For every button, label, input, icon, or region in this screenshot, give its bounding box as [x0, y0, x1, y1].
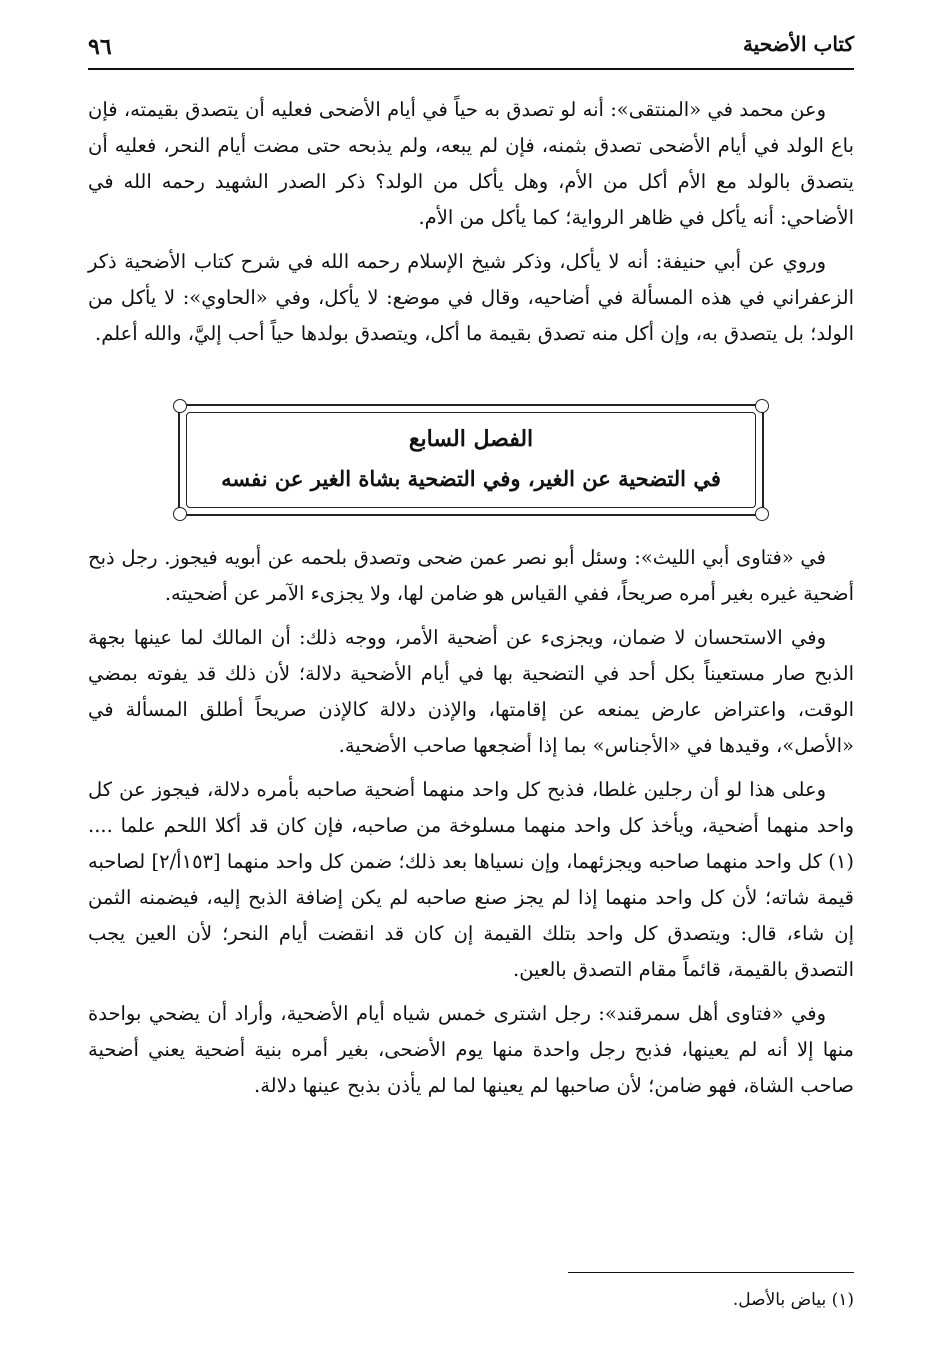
page-header: [88, 28, 854, 70]
paragraph: وفي الاستحسان لا ضمان، ويجزىء عن أضحية الأمر، ووجه ذلك: أن المالك لما عينها بجهة الذبح صار مستعيناً بكل أحد في التضحية بها في أيام الأضحية دلالة؛ لأن ذلك قد يفوته بمضي الوقت، واعتراض عارض يمنعه عن إقامتها، والإذن دلالة كالإذن صريحاً أطلق المسألة في «الأصل»، وقيدها في «الأجناس» بما إذا أضجعها صاحب الأضحية.: [88, 626, 854, 757]
running-title: كتاب الأضحية: [742, 32, 854, 56]
paragraph: وفي «فتاوى أهل سمرقند»: رجل اشترى خمس شياه أيام الأضحية، وأراد أن يضحي بواحدة منها إلا أنه لم يعينها، فذبح رجل واحدة منها يوم الأضحى، بغير أمره بنية أضحية يعني أضحية صاحب الشاة، فهو ضامن؛ لأن صاحبها لم يعينها لما لم يأذن بذبح عينها دلالة.: [88, 1002, 854, 1097]
chapter-subtitle: في التضحية عن الغير، وفي التضحية بشاة الغير عن نفسه: [221, 466, 721, 491]
ornament-corner-icon: [755, 507, 769, 521]
footnote-divider: [568, 1272, 854, 1273]
paragraph: وعن محمد في «المنتقى»: أنه لو تصدق به حياً في أيام الأضحى فعليه أن يتصدق بقيمته، فإن باع الولد في أيام الأضحى تصدق بثمنه، فإن لم يبعه، ولم يذبحه حتى مضت أيام النحر، فعليه أن يتصدق بالولد مع الأم أكل من الأم، وهل يأكل من الولد؟ ذكر الصدر الشهيد رحمه الله في الأضاحي: أنه يأكل في ظاهر الرواية؛ كما يأكل من الأم.: [88, 98, 854, 229]
ornament-corner-icon: [173, 399, 187, 413]
chapter-title: الفصل السابع: [408, 426, 534, 452]
chapter-heading-box: [178, 404, 764, 516]
paragraph: وعلى هذا لو أن رجلين غلطا، فذبح كل واحد منهما أضحية صاحبه بأمره دلالة، فيجوز عن كل واحد منهما أضحية، ويأخذ كل واحد منهما مسلوخة من صاحبه، فإن كان قد أكلا اللحم علما .... (١) كل واحد منهما صاحبه ويجزئهما، وإن نسياها بعد ذلك؛ ضمن كل واحد منهما [١٥٣أ/٢] لصاحبه قيمة شاته؛ لأن كل واحد منهما إذا لم يجز صنع صاحبه لم يكن إضافة الذبح إليه، فيضمنه الثمن إن شاء، قال: ويتصدق كل واحد بتلك القيمة إن كان قد انقضت أيام النحر؛ لأن العين يجب التصدق بالقيمة، قائماً مقام التصدق بالعين.: [88, 778, 855, 981]
paragraph: وروي عن أبي حنيفة: أنه لا يأكل، وذكر شيخ الإسلام رحمه الله في شرح كتاب الأضحية ذكر الزعفراني في هذه المسألة في أضاحيه، وقال في موضع: لا يأكل، وفي «الحاوي»: لا يأكل من الولد؛ بل يتصدق به، وإن أكل منه تصدق بقيمة ما أكل، ويتصدق بولدها حياً أحب إليَّ، والله أعلم.: [88, 250, 854, 345]
ornament-corner-icon: [173, 507, 187, 521]
page-number: ٩٦: [88, 34, 112, 60]
footnote: (١) بياض بالأصل.: [732, 1290, 854, 1310]
text-block-bottom: [88, 540, 854, 1112]
ornament-corner-icon: [755, 399, 769, 413]
paragraph: في «فتاوى أبي الليث»: وسئل أبو نصر عمن ضحى وتصدق بلحمه عن أبويه فيجوز. رجل ذبح أضحية غيره بغير أمره صريحاً، ففي القياس هو ضامن لها، ولا يجزىء الآمر عن أضحيته.: [88, 546, 854, 605]
text-block-top: [88, 92, 854, 360]
